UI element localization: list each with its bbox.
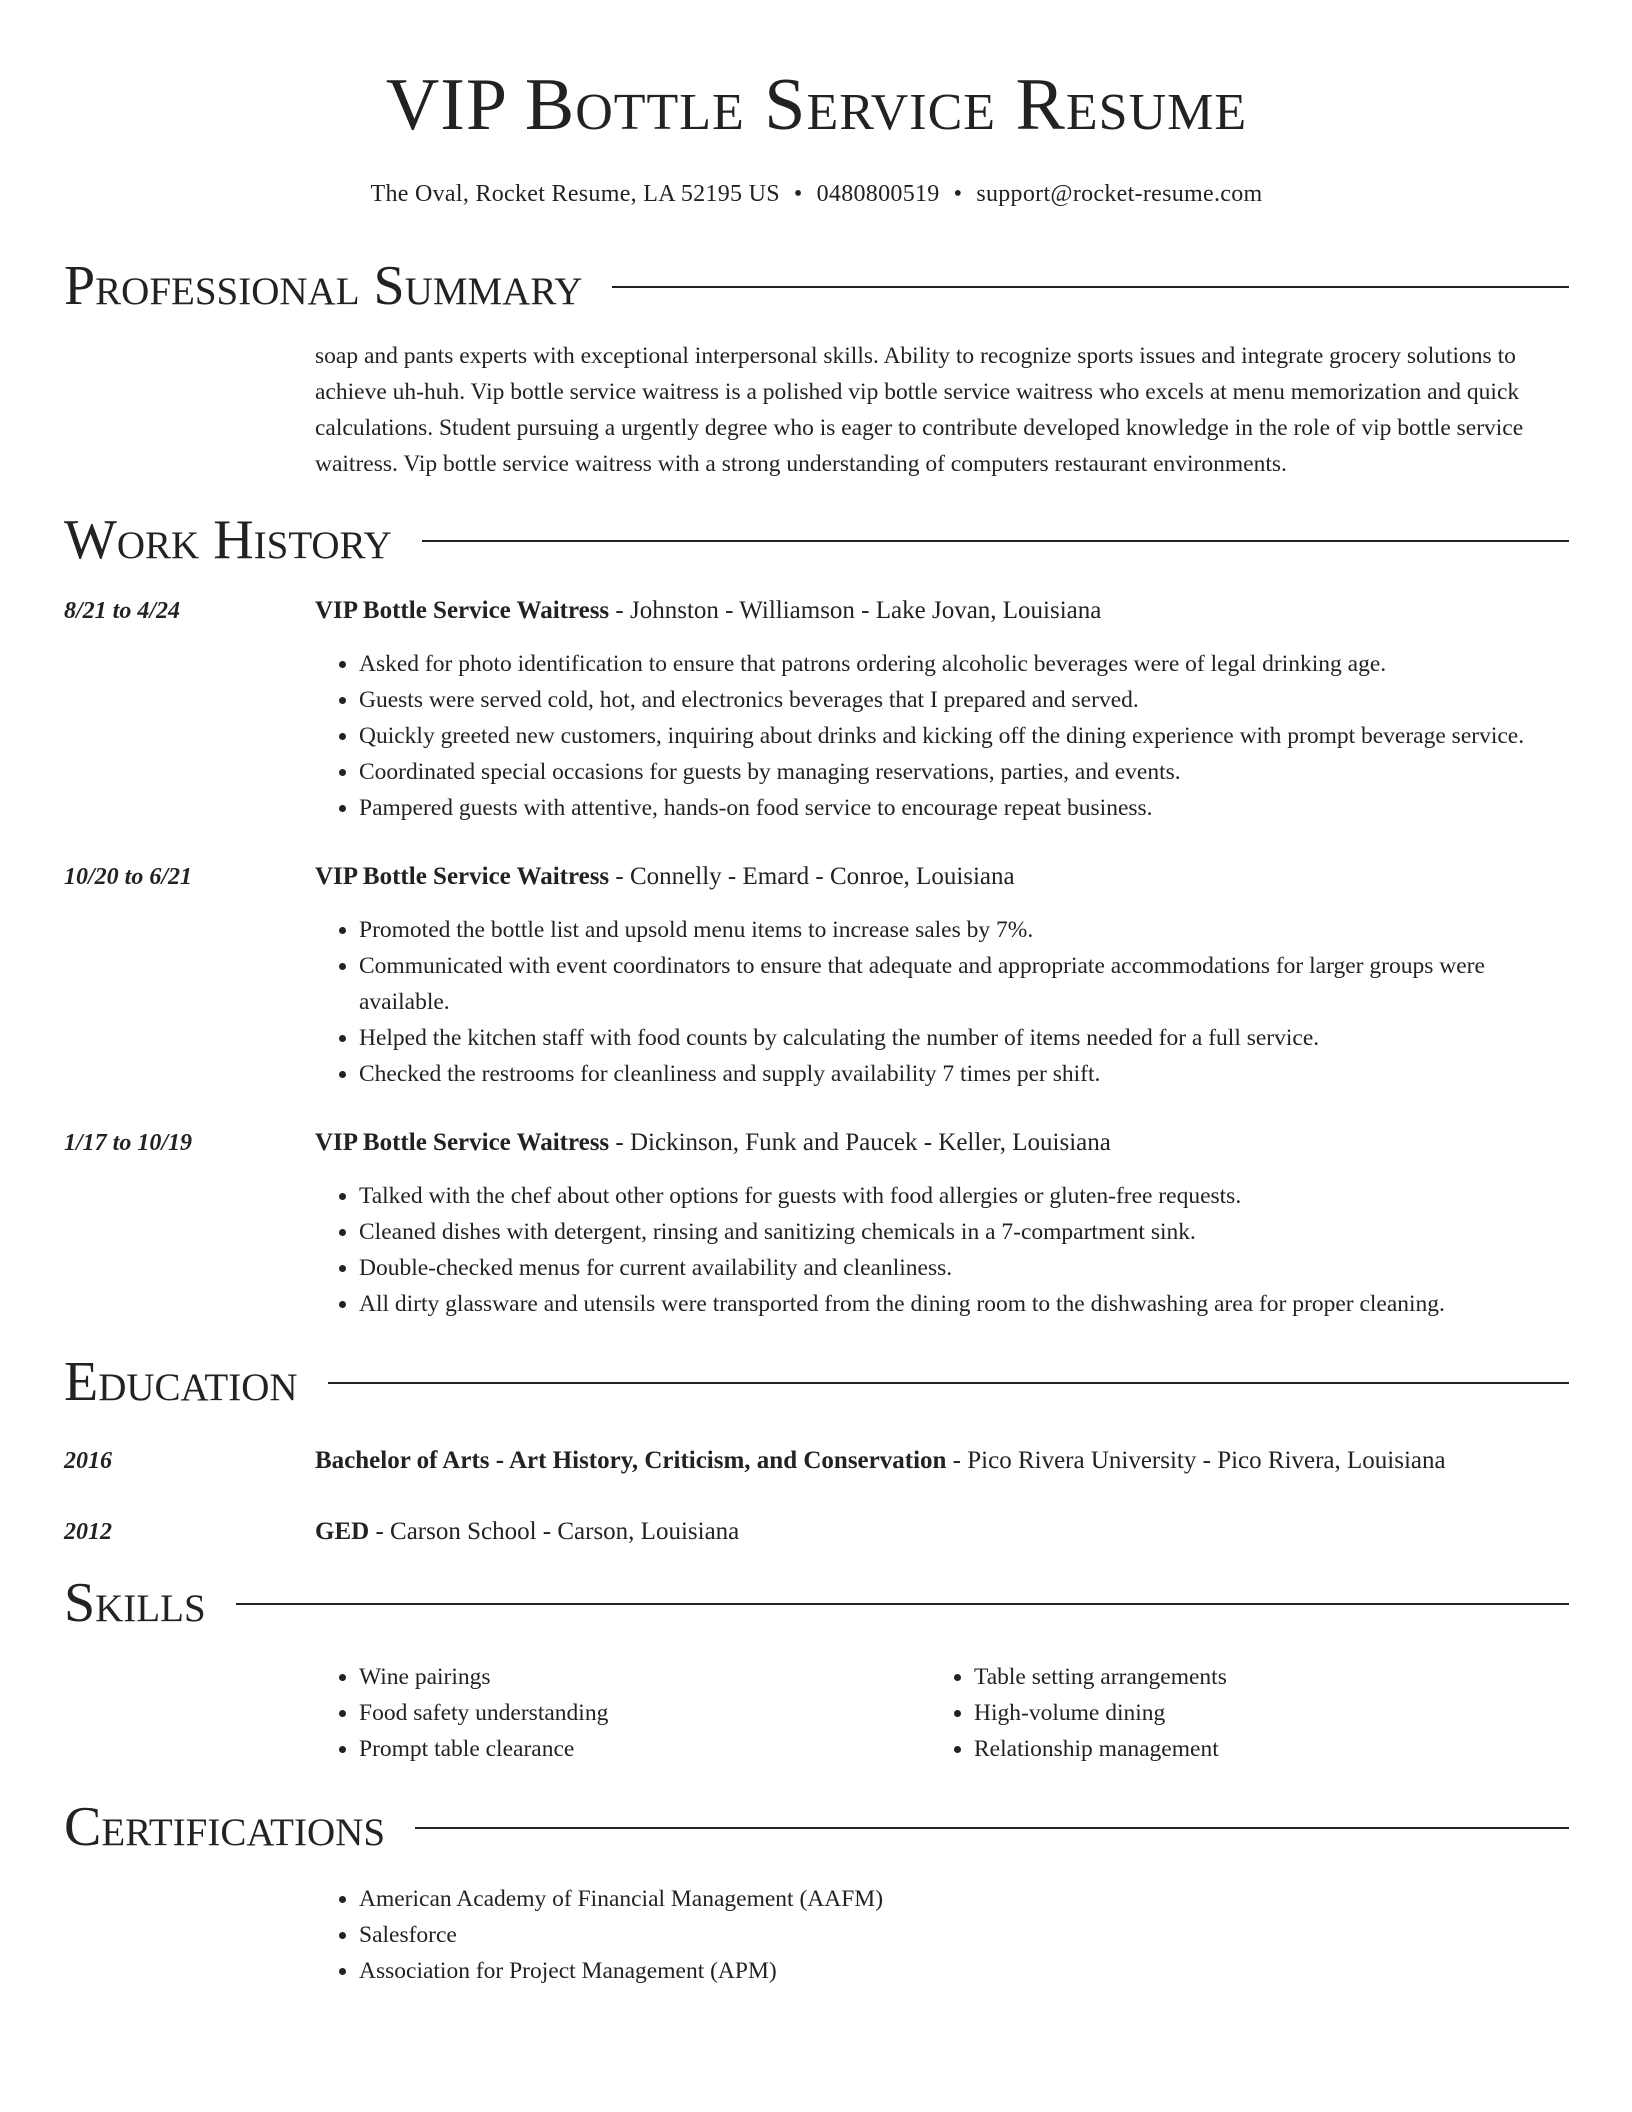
list-item: • Asked for photo identification to ensure that patrons ordering alcoholic beverages were of legal drinking age. bbox=[359, 646, 1569, 682]
summary-text: soap and pants experts with exceptional interpersonal skills. Ability to recognize sports issues and integrate grocery solutions to achieve uh-huh. Vip bottle service waitress is a polished vip bottle service waitress who excels at menu memorization and quick calculations. Student pursuing a urgently degree who is eager to contribute developed knowledge in the role of vip bottle service waitress. Vip bottle service waitress with a strong understanding of computers restaurant environments. bbox=[315, 343, 1524, 477]
skills-bullets bbox=[315, 1659, 930, 1767]
education-heading: Education bbox=[64, 1351, 298, 1413]
section-heading bbox=[64, 1352, 1569, 1412]
list-item: • All dirty glassware and utensils were transported from the dining room to the dishwashing area for proper cleaning. bbox=[359, 1286, 1569, 1322]
job-entry bbox=[64, 1126, 1569, 1322]
skills-column-right bbox=[930, 1659, 1545, 1767]
school-info: - Pico Rivera University - Pico Rivera, Louisiana bbox=[946, 1447, 1446, 1474]
skills-list bbox=[315, 1659, 1569, 1767]
job-heading bbox=[315, 594, 1569, 628]
list-item: • Pampered guests with attentive, hands-on food service to encourage repeat business. bbox=[359, 790, 1569, 826]
education-year: 2012 bbox=[64, 1519, 112, 1545]
job-bullets bbox=[315, 1178, 1569, 1322]
certifications-section bbox=[64, 1797, 1569, 1989]
list-item: • High-volume dining bbox=[974, 1695, 1545, 1731]
job-bullets bbox=[315, 646, 1569, 826]
skills-heading: Skills bbox=[64, 1572, 206, 1634]
contact-address: The Oval, Rocket Resume, LA 52195 US bbox=[370, 181, 780, 207]
list-item: • Double-checked menus for current availability and cleanliness. bbox=[359, 1250, 1569, 1286]
list-item: • Communicated with event coordinators to ensure that adequate and appropriate accommodations for larger groups were available. bbox=[359, 948, 1569, 1020]
job-dates: 8/21 to 4/24 bbox=[64, 598, 181, 624]
school-info: - Carson School - Carson, Louisiana bbox=[369, 1518, 740, 1545]
list-item: • Wine pairings bbox=[359, 1659, 930, 1695]
summary-heading: Professional Summary bbox=[64, 255, 583, 317]
list-item: • Salesforce bbox=[359, 1917, 1569, 1953]
section-divider bbox=[415, 1827, 1569, 1829]
job-body bbox=[315, 860, 1569, 1092]
certification-bullets bbox=[315, 1881, 1569, 1989]
job-dates: 10/20 to 6/21 bbox=[64, 864, 193, 890]
section-heading bbox=[64, 1573, 1569, 1633]
list-item: • Cleaned dishes with detergent, rinsing and sanitizing chemicals in a 7-compartment sink. bbox=[359, 1214, 1569, 1250]
degree-name: GED bbox=[315, 1518, 370, 1545]
list-item: • Checked the restrooms for cleanliness and supply availability 7 times per shift. bbox=[359, 1056, 1569, 1092]
certifications-list bbox=[315, 1881, 1569, 1989]
list-item: • Guests were served cold, hot, and electronics beverages that I prepared and served. bbox=[359, 682, 1569, 718]
section-heading bbox=[64, 510, 1569, 570]
work-history-heading: Work History bbox=[64, 509, 392, 571]
job-body bbox=[315, 594, 1569, 826]
education-section bbox=[64, 1352, 1569, 1549]
job-bullets bbox=[315, 912, 1569, 1092]
list-item: • Quickly greeted new customers, inquiring about drinks and kicking off the dining experience with prompt beverage service. bbox=[359, 718, 1569, 754]
list-item: • Table setting arrangements bbox=[974, 1659, 1545, 1695]
list-item: • Coordinated special occasions for guests by managing reservations, parties, and events. bbox=[359, 754, 1569, 790]
job-heading bbox=[315, 860, 1569, 894]
contact-line bbox=[64, 178, 1569, 210]
list-item: • Helped the kitchen staff with food counts by calculating the number of items needed for a full service. bbox=[359, 1020, 1569, 1056]
resume-title: VIP Bottle Service Resume bbox=[385, 64, 1248, 146]
contact-separator: • bbox=[793, 181, 803, 207]
job-title: VIP Bottle Service Waitress bbox=[315, 597, 610, 624]
job-entry bbox=[64, 860, 1569, 1092]
education-entry bbox=[64, 1444, 1569, 1478]
list-item: • Food safety understanding bbox=[359, 1695, 930, 1731]
skills-column-left bbox=[315, 1659, 930, 1767]
job-body bbox=[315, 1126, 1569, 1322]
job-dates: 1/17 to 10/19 bbox=[64, 1130, 193, 1156]
section-divider bbox=[236, 1603, 1569, 1605]
work-history-section bbox=[64, 510, 1569, 1322]
section-divider bbox=[612, 286, 1569, 288]
list-item: • Talked with the chef about other options for guests with food allergies or gluten-free requests. bbox=[359, 1178, 1569, 1214]
contact-phone: 0480800519 bbox=[816, 181, 940, 207]
section-heading bbox=[64, 256, 1569, 316]
section-divider bbox=[328, 1382, 1569, 1384]
education-entry bbox=[64, 1515, 1569, 1549]
skills-section bbox=[64, 1573, 1569, 1767]
list-item: • Prompt table clearance bbox=[359, 1731, 930, 1767]
job-heading bbox=[315, 1126, 1569, 1160]
list-item: • Promoted the bottle list and upsold menu items to increase sales by 7%. bbox=[359, 912, 1569, 948]
contact-email: support@rocket-resume.com bbox=[976, 181, 1263, 207]
list-item: • Association for Project Management (APM) bbox=[359, 1953, 1569, 1989]
section-heading bbox=[64, 1797, 1569, 1857]
list-item: • Relationship management bbox=[974, 1731, 1545, 1767]
summary-section bbox=[64, 256, 1569, 482]
job-employer: - Johnston - Williamson - Lake Jovan, Louisiana bbox=[609, 597, 1102, 624]
job-employer: - Connelly - Emard - Conroe, Louisiana bbox=[609, 863, 1015, 890]
education-details bbox=[315, 1444, 1569, 1478]
certifications-heading: Certifications bbox=[64, 1796, 386, 1858]
education-details bbox=[315, 1515, 1569, 1549]
section-divider bbox=[422, 540, 1569, 542]
contact-separator: • bbox=[953, 181, 963, 207]
job-title: VIP Bottle Service Waitress bbox=[315, 1129, 610, 1156]
skills-bullets bbox=[930, 1659, 1545, 1767]
job-entry bbox=[64, 594, 1569, 826]
list-item: • American Academy of Financial Management (AAFM) bbox=[359, 1881, 1569, 1917]
degree-name: Bachelor of Arts - Art History, Criticism, and Conservation bbox=[315, 1447, 947, 1474]
education-year: 2016 bbox=[64, 1448, 112, 1474]
job-title: VIP Bottle Service Waitress bbox=[315, 863, 610, 890]
job-employer: - Dickinson, Funk and Paucek - Keller, Louisiana bbox=[609, 1129, 1111, 1156]
